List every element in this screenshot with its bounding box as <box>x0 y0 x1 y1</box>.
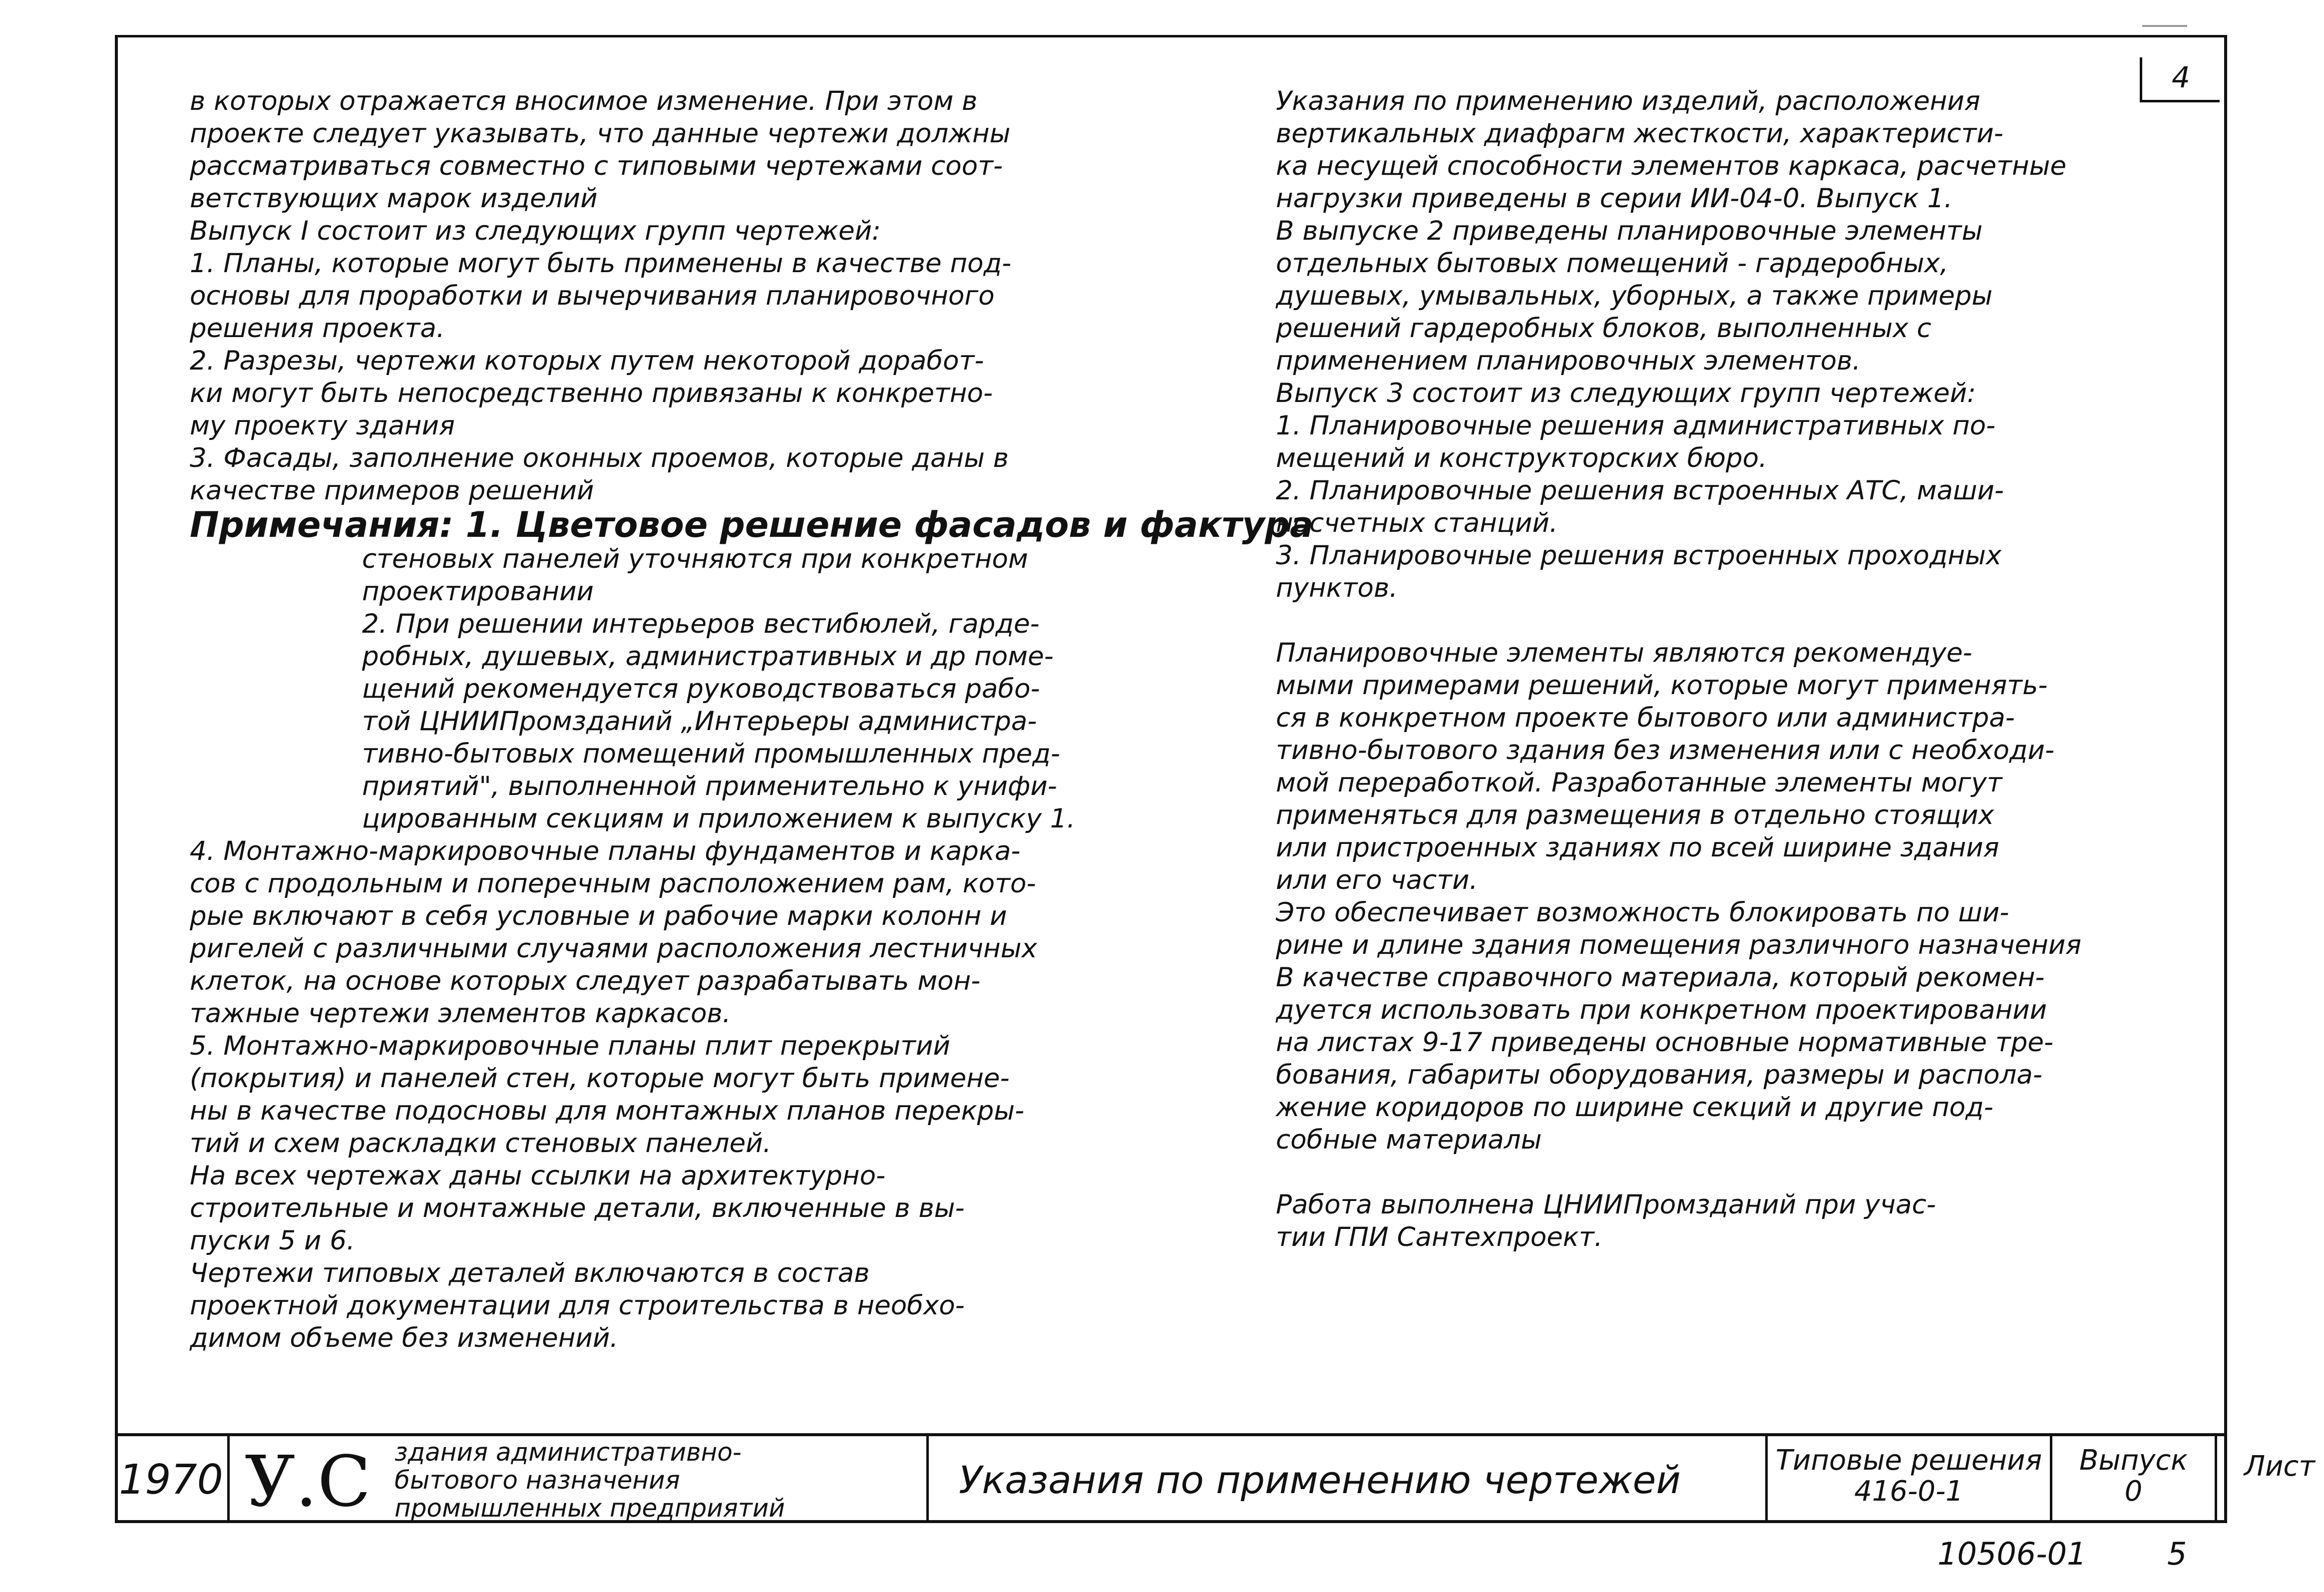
text-line: Работа выполнена ЦНИИПромзданий при учас- <box>1276 1190 1936 1220</box>
text-line: Это обеспечивает возможность блокировать по ши- <box>1276 897 2009 928</box>
stamp-series-value: 416-0-1 <box>1854 1475 1963 1508</box>
mark-desc-line: промышленных предприятий <box>394 1494 785 1523</box>
text-line: ригелей с различными случаями расположения лестничных <box>190 933 1037 964</box>
text-line: 3. Планировочные решения встроенных проходных <box>1276 540 2002 571</box>
text-line: рассматриваться совместно с типовыми чертежами соот- <box>190 151 1003 181</box>
page-number: 5 <box>2167 1536 2187 1572</box>
stamp-issue-label: Выпуск <box>2079 1444 2188 1477</box>
text-line: 2. При решении интерьеров вестибюлей, гарде- <box>362 609 1040 639</box>
text-line: строительные и монтажные детали, включенные в вы- <box>190 1193 965 1223</box>
text-line: сов с продольным и поперечным расположением рам, кото- <box>190 868 1036 899</box>
text-line: носчетных станций. <box>1276 508 1558 538</box>
stamp-series-label: Типовые решения <box>1775 1444 2042 1477</box>
text-line: душевых, умывальных, уборных, а также примеры <box>1276 281 1993 311</box>
text-line: нагрузки приведены в серии ИИ-04-0. Выпуск 1. <box>1276 183 1953 214</box>
text-line: тии ГПИ Сантехпроект. <box>1276 1222 1603 1252</box>
text-line: проектной документации для строительства в необхо- <box>190 1290 965 1321</box>
text-line: 3. Фасады, заполнение оконных проемов, которые даны в <box>190 443 1009 473</box>
text-line: той ЦНИИПромзданий „Интерьеры администра- <box>362 706 1037 737</box>
text-line: собные материалы <box>1276 1125 1542 1155</box>
text-line: щений рекомендуется руководствоваться рабо- <box>362 674 1040 704</box>
text-line: Выпуск 3 состоит из следующих групп чертежей: <box>1276 378 1976 408</box>
text-line: тажные чертежи элементов каркасов. <box>190 998 731 1029</box>
text-line: основы для проработки и вычерчивания планировочного <box>190 281 995 311</box>
text-line: стеновых панелей уточняются при конкретном <box>362 544 1028 574</box>
text-line: на листах 9-17 приведены основные нормативные тре- <box>1276 1027 2054 1058</box>
stamp-sheet-label: Лист <box>2244 1450 2315 1483</box>
text-line: (покрытия) и панелей стен, которые могут быть примене- <box>190 1063 1010 1094</box>
text-line: клеток, на основе которых следует разрабатывать мон- <box>190 966 981 996</box>
text-line: проекте следует указывать, что данные чертежи должны <box>190 118 1011 149</box>
text-line: применением планировочных элементов. <box>1276 346 1861 376</box>
stamp-mark-cell <box>230 1436 929 1523</box>
text-line: ка несущей способности элементов каркаса, расчетные <box>1276 151 2067 181</box>
text-line: решения проекта. <box>190 313 445 344</box>
text-line: или пристроенных зданиях по всей ширине здания <box>1276 832 1999 863</box>
mark-desc-line: здания административно- <box>394 1438 742 1467</box>
text-line: мещений и конструкторских бюро. <box>1276 443 1767 473</box>
text-line: В выпуске 2 приведены планировочные элементы <box>1276 216 1983 246</box>
text-line: 1. Планы, которые могут быть применены в качестве под- <box>190 248 1012 279</box>
text-line: или его части. <box>1276 865 1478 895</box>
text-line: рые включают в себя условные и рабочие марки колонн и <box>190 901 1007 931</box>
text-line: пунктов. <box>1276 573 1398 603</box>
text-line <box>1276 1156 2081 1189</box>
text-line: цированным секциям и приложением к выпуску 1. <box>362 803 1076 834</box>
text-line: бования, габариты оборудования, размеры и распола- <box>1276 1060 2042 1090</box>
text-line: 4. Монтажно-маркировочные планы фундаментов и карка- <box>190 836 1021 866</box>
stamp-series-cell <box>1768 1436 2052 1523</box>
text-line: 1. Планировочные решения административных по- <box>1276 410 1996 441</box>
text-line: ветствующих марок изделий <box>190 183 598 214</box>
text-line: применяться для размещения в отдельно стоящих <box>1276 800 1994 830</box>
text-line: мой переработкой. Разработанные элементы могут <box>1276 768 2002 798</box>
text-line: качестве примеров решений <box>190 475 594 506</box>
text-line: ки могут быть непосредственно привязаны к конкретно- <box>190 378 993 408</box>
text-line: На всех чертежах даны ссылки на архитектурно- <box>190 1161 886 1191</box>
text-line: Выпуск I состоит из следующих групп чертежей: <box>190 216 881 246</box>
stamp-mark: У.С <box>245 1441 371 1523</box>
text-line: пуски 5 и 6. <box>190 1225 355 1256</box>
text-line: димом объеме без изменений. <box>190 1323 619 1353</box>
stamp-title: Указания по применению чертежей <box>929 1436 1768 1523</box>
corner-number: 4 <box>2140 57 2220 102</box>
text-line: В качестве справочного материала, который рекомен- <box>1276 962 2045 993</box>
text-line: тивно-бытовых помещений промышленных пред- <box>362 739 1061 769</box>
text-line: робных, душевых, административных и др поме- <box>362 641 1054 672</box>
text-line: ся в конкретном проекте бытового или администра- <box>1276 703 2015 733</box>
text-line: отдельных бытовых помещений - гардеробных, <box>1276 248 1948 279</box>
top-edge-mark <box>2142 25 2187 27</box>
text-line: Планировочные элементы являются рекомендуе- <box>1276 638 1972 668</box>
text-line: 5. Монтажно-маркировочные планы плит перекрытий <box>190 1031 950 1061</box>
stamp-issue-cell <box>2052 1436 2217 1523</box>
text-line: вертикальных диафрагм жесткости, характеристи- <box>1276 118 2003 149</box>
text-line: решений гардеробных блоков, выполненных с <box>1276 313 1932 344</box>
text-line: рине и длине здания помещения различного назначения <box>1276 930 2082 960</box>
text-line: в которых отражается вносимое изменение. При этом в <box>190 86 978 116</box>
title-block <box>115 1433 2315 1523</box>
text-line: жение коридоров по ширине секций и другие под- <box>1276 1092 1993 1123</box>
text-line: тивно-бытового здания без изменения или с необходи- <box>1276 735 2055 766</box>
text-line: Примечания: 1. Цветовое решение фасадов и фактура <box>190 504 1314 545</box>
right-text-column <box>1276 85 2081 1253</box>
text-line: ны в качестве подосновы для монтажных планов перекры- <box>190 1096 1025 1126</box>
text-line: дуется использовать при конкретном проектировании <box>1276 995 2047 1025</box>
text-line: 2. Планировочные решения встроенных АТС, маши- <box>1276 475 2004 506</box>
text-line: мыми примерами решений, которые могут применять- <box>1276 670 2048 701</box>
text-line: приятий", выполненной применительно к унифи- <box>362 771 1057 801</box>
text-line <box>1276 604 2081 637</box>
document-number: 10506-01 <box>1937 1536 2087 1572</box>
text-line: проектировании <box>362 576 594 607</box>
stamp-year: 1970 <box>115 1436 230 1523</box>
stamp-issue-value: 0 <box>2124 1475 2143 1508</box>
text-line: Чертежи типовых деталей включаются в состав <box>190 1258 870 1288</box>
text-line: 2. Разрезы, чертежи которых путем некоторой доработ- <box>190 346 984 376</box>
text-line: му проекту здания <box>190 410 455 441</box>
text-line: Указания по применению изделий, расположения <box>1276 86 1980 116</box>
text-line: тий и схем раскладки стеновых панелей. <box>190 1128 772 1159</box>
mark-desc-line: бытового назначения <box>394 1466 680 1495</box>
stamp-mark-description <box>394 1438 785 1522</box>
left-text-column <box>190 85 1313 1354</box>
